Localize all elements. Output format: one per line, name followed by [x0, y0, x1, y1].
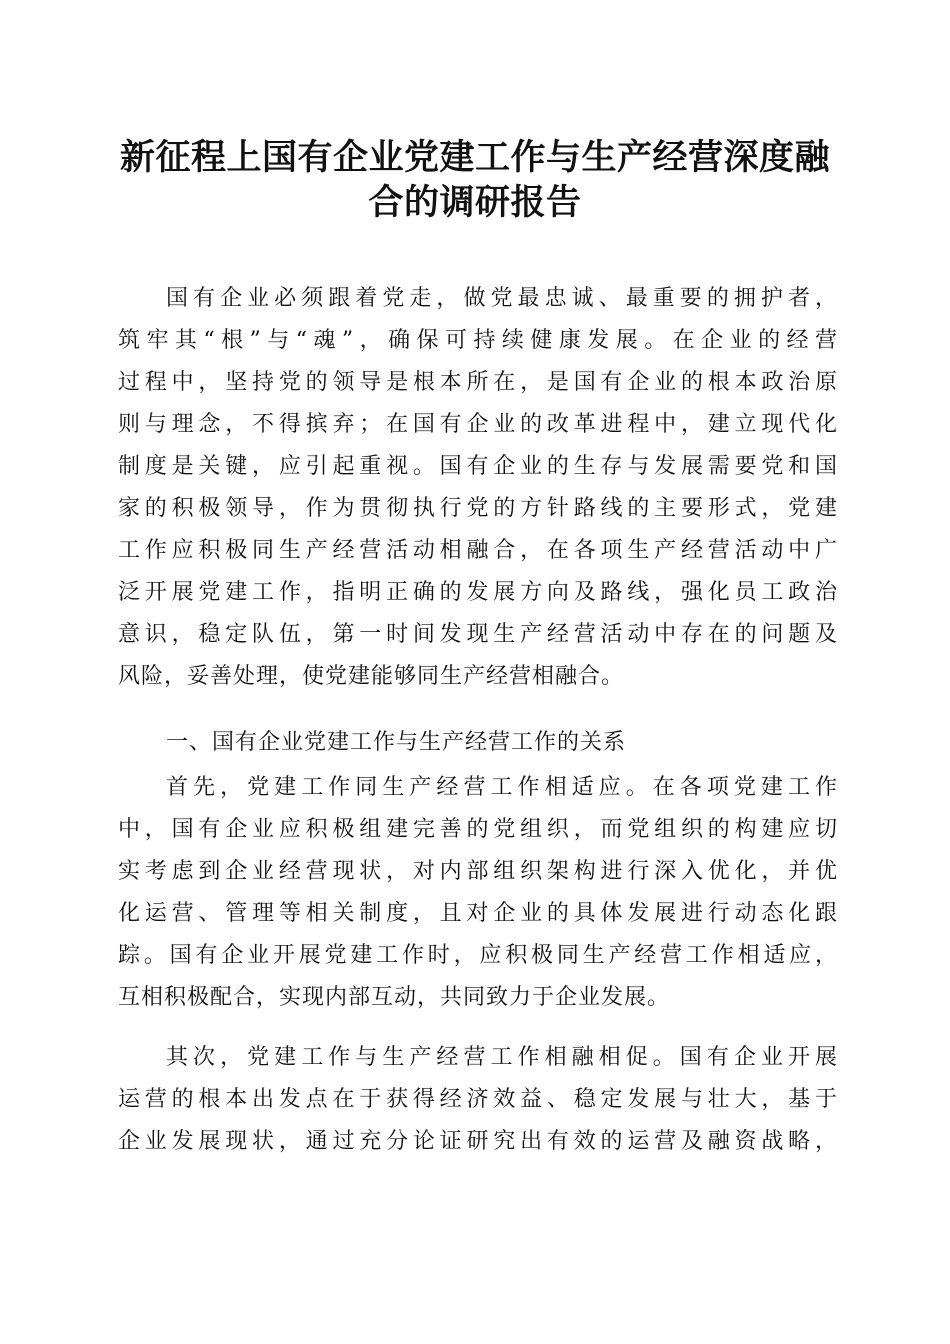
paragraph-line: 意识，稳定队伍，第一时间发现生产经营活动中存在的问题及 [118, 622, 838, 647]
paragraph-line: 国有企业必须跟着党走，做党最忠诚、最重要的拥护者， [166, 286, 838, 311]
paragraph-line: 工作应积极同生产经营活动相融合，在各项生产经营活动中广 [118, 538, 838, 563]
title-line-2: 合的调研报告 [368, 183, 582, 223]
paragraph-line: 制度是关键，应引起重视。国有企业的生存与发展需要党和国 [118, 454, 838, 479]
paragraph-line: 运营的根本出发点在于获得经济效益、稳定发展与壮大，基于 [118, 1087, 838, 1112]
paragraph-line: 其次，党建工作与生产经营工作相融相促。国有企业开展 [166, 1045, 838, 1070]
document-title [100, 136, 850, 226]
paragraph-line: 实考虑到企业经营现状，对内部组织架构进行深入优化，并优 [118, 859, 838, 884]
paragraph-line: 首先，党建工作同生产经营工作相适应。在各项党建工作 [166, 775, 838, 800]
paragraph-line: 踪。国有企业开展党建工作时，应积极同生产经营工作相适应， [118, 943, 838, 968]
paragraph-line: 互相积极配合，实现内部互动，共同致力于企业发展。 [118, 985, 671, 1010]
paragraph-line: 则与理念，不得摈弃；在国有企业的改革进程中，建立现代化 [118, 412, 838, 437]
paragraph-line: 筑牢其“根”与“魂”，确保可持续健康发展。在企业的经营 [118, 328, 838, 353]
paragraph-line: 中，国有企业应积极组建完善的党组织，而党组织的构建应切 [118, 817, 838, 842]
title-line-1: 新征程上国有企业党建工作与生产经营深度融 [119, 138, 830, 178]
paragraph-line: 家的积极领导，作为贯彻执行党的方针路线的主要形式，党建 [118, 496, 838, 521]
paragraph-line: 过程中，坚持党的领导是根本所在，是国有企业的根本政治原 [118, 370, 838, 395]
section-heading-1: 一、国有企业党建工作与生产经营工作的关系 [166, 730, 627, 755]
paragraph-line: 泛开展党建工作，指明正确的发展方向及路线，强化员工政治 [118, 580, 838, 605]
paragraph-line: 企业发展现状，通过充分论证研究出有效的运营及融资战略， [118, 1129, 838, 1154]
paragraph-line: 风险，妥善处理，使党建能够同生产经营相融合。 [118, 664, 625, 689]
paragraph-line: 化运营、管理等相关制度，且对企业的具体发展进行动态化跟 [118, 901, 838, 926]
